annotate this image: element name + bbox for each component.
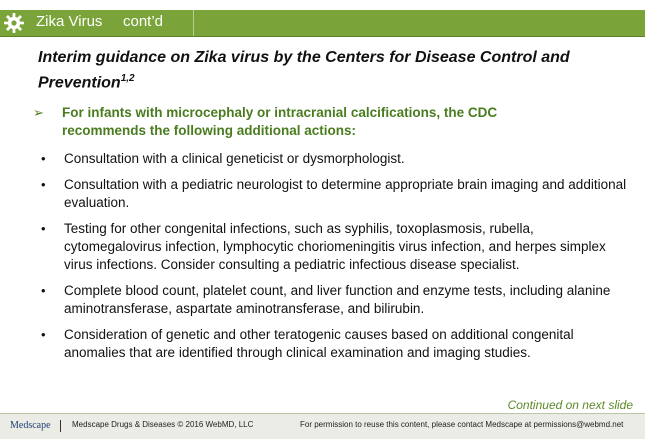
bullet-text: Complete blood count, platelet count, and liver function and enzyme tests, including alanine aminotransferase, aspartate aminotransferase, and bilirubin. (64, 283, 611, 316)
bullet-dot-icon: • (41, 327, 46, 342)
lead-point: For infants with microcephaly or intracranial calcifications, the CDC recommends the following additional actions: (62, 105, 498, 138)
continued-note: Continued on next slide (507, 398, 633, 412)
footer-separator (60, 420, 61, 432)
bullet-item (38, 326, 628, 362)
footer (0, 414, 645, 439)
footer-copyright: Medscape Drugs & Diseases © 2016 WebMD, LLC (72, 420, 254, 429)
slide-title-refs: 1,2 (120, 73, 135, 84)
bullet-dot-icon: • (41, 221, 46, 236)
bullet-item (38, 176, 628, 212)
bullet-dot-icon: • (41, 283, 46, 298)
bullet-item (38, 220, 628, 274)
bullet-list (38, 150, 628, 370)
bullet-text: Consultation with a pediatric neurologist to determine appropriate brain imaging and additional evaluation. (64, 177, 627, 210)
header-bar (0, 10, 645, 37)
slide-title (38, 47, 598, 93)
bullet-item (38, 150, 628, 168)
bullet-dot-icon: • (41, 177, 46, 192)
bullet-item (38, 282, 628, 318)
header-contd: cont’d (123, 13, 164, 30)
gear-icon (3, 12, 25, 34)
arrow-bullet-icon: ➢ (33, 105, 44, 120)
medscape-logo: Medscape (10, 420, 51, 431)
header-divider (193, 10, 194, 36)
bullet-text: Consultation with a clinical geneticist or dysmorphologist. (64, 151, 405, 166)
bullet-text: Consideration of genetic and other teratogenic causes based on additional congenital anomalies that are identified through clinical examination and imaging studies. (64, 327, 574, 360)
header-title: Zika Virus (36, 13, 103, 30)
bullet-dot-icon: • (41, 151, 46, 166)
slide-title-text: Interim guidance on Zika virus by the Centers for Disease Control and Prevention (38, 49, 570, 92)
footer-permission: For permission to reuse this content, please contact Medscape at permissions@webmd.net (300, 420, 624, 429)
bullet-text: Testing for other congenital infections, such as syphilis, toxoplasmosis, rubella, cytomegalovirus infection, lymphocytic choriomeningitis virus infection, and herpes simplex virus infections. Consider consulting a pediatric infectious disease specialist. (64, 221, 606, 272)
